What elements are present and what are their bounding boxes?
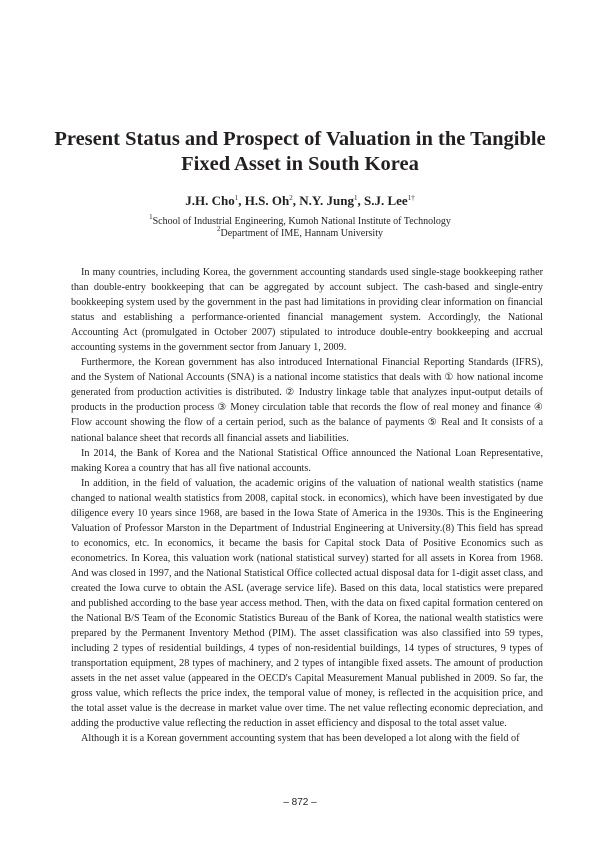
affiliation [40, 223, 560, 240]
author-affiliation-mark: 1† [407, 194, 415, 202]
affiliation-mark: 2 [217, 225, 221, 233]
author-name: H.S. Oh [244, 193, 290, 208]
author-list: J.H. Cho$^1$, H.S. Oh$^2$, N.Y. Jung$^1$, S.J. Lee$^{1\dagger}$ [185, 193, 415, 208]
body-text [71, 265, 543, 747]
body-paragraph: In 2014, the Bank of Korea and the National Statistical Office announced the National Loan Representative, making Korea a country that has all five national accounts. [71, 447, 543, 474]
author-affiliation-mark: 2 [289, 194, 293, 202]
author-name: S.J. Lee [364, 193, 408, 208]
author-affiliation-mark: 1 [354, 194, 358, 202]
author-affiliation-mark: 1 [234, 194, 239, 202]
body-paragraph: Furthermore, the Korean government has also introduced International Financial Reporting Standards (IFRS), and the System of National Accounts (SNA) is a national income statistics that deals with ① how national income generated from production activities is distributed. ② Industry linkage table that analyzes input-output details of products in the production process ③ Money circulation table that records the flow of real money and finance ④ Flow account showing the flow of a certain period, such as the balance of payments ⑤ Real and It consists of a national balance sheet that records all financial assets and liabilities. [71, 357, 543, 444]
affiliation-text: School of Industrial Engineering, Kumoh National Institute of Technology [152, 216, 451, 227]
body-paragraph: In addition, in the field of valuation, the academic origins of the valuation of national wealth statistics (name changed to national wealth statistics from 2008, capital stock. in economics), which have been investigated by due diligence every 10 years since 1968, are based in the Iowa State of America in the 1930s. This is the Engineering Valuation of Professor Marston in the Department of Industrial Engineering at University.(8) This field has spread to economics, etc. In economics, it became the basis for Capital stock Data of Positive Economics such as econometrics. In Korea, this valuation work (national statistical survey) started for all assets in Korea from 1968. And was closed in 1997, and the National Statistical Office collected actual disposal data for 1-digit asset class, and created the Iowa curve to obtain the ASL (average service life). Based on this data, local statistics were prepared and published according to the base year access method. Then, with the data on fixed capital formation centered on the National B/S Team of the Economic Statistics Bureau of the Bank of Korea, the national wealth statistics were prepared by the Permanent Inventory Method (PIM). The asset classification was also classified into 59 types, including 2 types of residential buildings, 4 types of non-residential buildings, 14 types of structures, 9 types of transportation equipment, 28 types of machinery, and 2 types of intangible fixed assets. The amount of production assets in the net asset value (appeared in the OECD's Capital Measurement Manual published in 2009. So far, the gross value, which reflects the price index, the temporal value of money, is reflected in the acquisition price, and the total asset value is the decrease in market value over time. The net value reflecting economic depreciation, and adding the productive value reflecting the reduction in asset efficiency and disposal to the total asset value. [71, 477, 543, 730]
affiliation-text: Department of IME, Hannam University [220, 228, 383, 239]
author-name: J.H. Cho [185, 193, 235, 208]
page-number: – 872 – [283, 797, 317, 808]
author-name: N.Y. Jung [299, 193, 354, 208]
paper-title: Present Status and Prospect of Valuation in the Tangible Fixed Asset in South Korea [54, 128, 546, 175]
affiliation-mark: 1 [149, 213, 153, 221]
body-paragraph: Although it is a Korean government accounting system that has been developed a lot along with the field of [81, 733, 520, 745]
body-paragraph: In many countries, including Korea, the government accounting standards used single-stage bookkeeping rather than double-entry bookkeeping that can be aggregated by account subject. The cash-based and single-entry bookkeeping system used by the government in the past had limitations in providing clear information on financial status and establishing a performance-oriented financial management system. Accordingly, the National Accounting Act (promulgated in October 2007) stipulated to introduce double-entry bookkeeping and accrual accounting systems in the government sector from January 1, 2009. [71, 267, 543, 354]
